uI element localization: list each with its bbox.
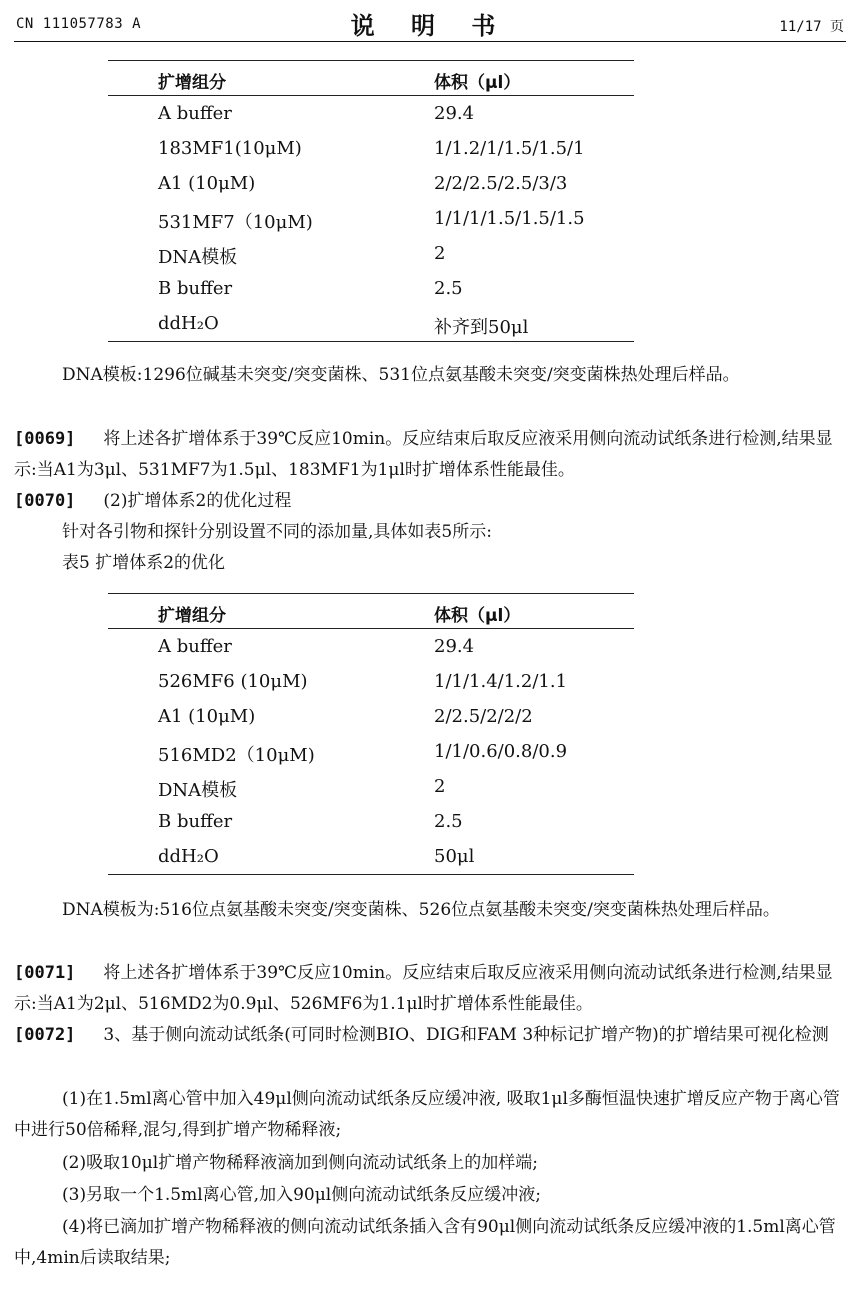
document-title: 说 明 书 [350,12,510,40]
cell-volume: 2 [434,243,446,264]
paragraph-primer-settings: 针对各引物和探针分别设置不同的添加量,具体如表5所示: [62,522,492,542]
paragraph-text: 将上述各扩增体系于39℃反应10min。反应结束后取反应液采用侧向流动试纸条进行检测,结果显示:当A1为2μl、516MD2为0.9μl、526MF6为1.1μl时扩增体系性能最佳。 [14,963,833,1014]
cell-component: ddH₂O [158,846,219,867]
cell-volume: 2.5 [434,278,463,299]
cell-component: 183MF1(10μM) [158,138,302,159]
cell-component: 526MF6 (10μM) [158,671,308,692]
cell-component: A1 (10μM) [158,706,256,727]
cell-volume: 2 [434,776,446,797]
paragraph-tag: [0071] [14,963,76,983]
cell-component: 516MD2（10μM) [158,745,315,766]
table-amplification-system-1 [108,60,634,342]
header-rule [14,41,846,42]
table-header-row [108,594,634,629]
cell-volume: 29.4 [434,103,475,124]
table-row [108,306,634,341]
cell-volume: 1/1/0.6/0.8/0.9 [434,741,568,762]
table-row [108,271,634,306]
column-header-component: 扩增组分 [158,606,226,626]
page-number: 11/17 页 [779,19,844,35]
paragraph-step-3: (3)另取一个1.5ml离心管,加入90μl侧向流动试纸条反应缓冲液; [62,1185,541,1205]
cell-component: 531MF7（10μM) [158,212,313,233]
cell-component: A buffer [158,103,232,124]
paragraph-dna-template-1: DNA模板:1296位碱基未突变/突变菌株、531位点氨基酸未突变/突变菌株热处理后样品。 [62,365,740,385]
table-row [108,664,634,699]
column-header-volume: 体积（μl） [434,606,521,626]
paragraph-0070 [14,486,848,517]
table-header-row [108,61,634,96]
cell-volume: 50μl [434,846,475,867]
paragraph-0069 [14,424,848,486]
table-amplification-system-2 [108,593,634,875]
column-header-component: 扩增组分 [158,73,226,93]
page-header [0,0,860,44]
table-row [108,236,634,271]
table-row [108,699,634,734]
cell-component: B buffer [158,811,233,832]
paragraph-step-1: (1)在1.5ml离心管中加入49μl侧向流动试纸条反应缓冲液, 吸取1μl多酶恒温快速扩增反应产物于离心管中进行50倍稀释,混匀,得到扩增产物稀释液; [14,1089,840,1140]
paragraph-text: 3、基于侧向流动试纸条(可同时检测BIO、DIG和FAM 3种标记扩增产物)的扩增结果可视化检测 [103,1025,829,1045]
document-number: CN 111057783 A [16,16,142,32]
cell-volume: 2/2/2.5/2.5/3/3 [434,173,568,194]
cell-component: DNA模板 [158,247,238,268]
paragraph-tag: [0070] [14,491,76,511]
table-caption: 表5 扩增体系2的优化 [62,553,226,573]
table-row [108,131,634,166]
paragraph-step-2: (2)吸取10μl扩增产物稀释液滴加到侧向流动试纸条上的加样端; [62,1153,538,1173]
paragraph-0071 [14,958,848,1020]
cell-component: ddH₂O [158,313,219,334]
cell-component: A buffer [158,636,232,657]
paragraph-tag: [0069] [14,429,76,449]
cell-volume: 29.4 [434,636,475,657]
cell-volume: 1/1/1/1.5/1.5/1.5 [434,208,585,229]
table-row [108,769,634,804]
paragraph-0072 [14,1020,848,1051]
cell-volume: 1/1.2/1/1.5/1.5/1 [434,138,585,159]
table-row [108,734,634,769]
cell-component: B buffer [158,278,233,299]
paragraph-text: 将上述各扩增体系于39℃反应10min。反应结束后取反应液采用侧向流动试纸条进行检测,结果显示:当A1为3μl、531MF7为1.5μl、183MF1为1μl时扩增体系性能最佳。 [14,429,833,480]
table-row [108,629,634,664]
table-row [108,839,634,874]
cell-volume: 2.5 [434,811,463,832]
cell-volume: 1/1/1.4/1.2/1.1 [434,671,568,692]
table-row [108,201,634,236]
paragraph-dna-template-2: DNA模板为:516位点氨基酸未突变/突变菌株、526位点氨基酸未突变/突变菌株热处理后样品。 [62,900,780,920]
table-row [108,96,634,131]
paragraph-step-4: (4)将已滴加扩增产物稀释液的侧向流动试纸条插入含有90μl侧向流动试纸条反应缓冲液的1.5ml离心管中,4min后读取结果; [14,1217,836,1268]
table-row [108,804,634,839]
cell-component: DNA模板 [158,780,238,801]
cell-component: A1 (10μM) [158,173,256,194]
column-header-volume: 体积（μl） [434,73,521,93]
cell-volume: 2/2.5/2/2/2 [434,706,533,727]
cell-volume: 补齐到50μl [434,317,529,338]
paragraph-tag: [0072] [14,1025,76,1045]
table-row [108,166,634,201]
paragraph-text: (2)扩增体系2的优化过程 [103,491,292,511]
